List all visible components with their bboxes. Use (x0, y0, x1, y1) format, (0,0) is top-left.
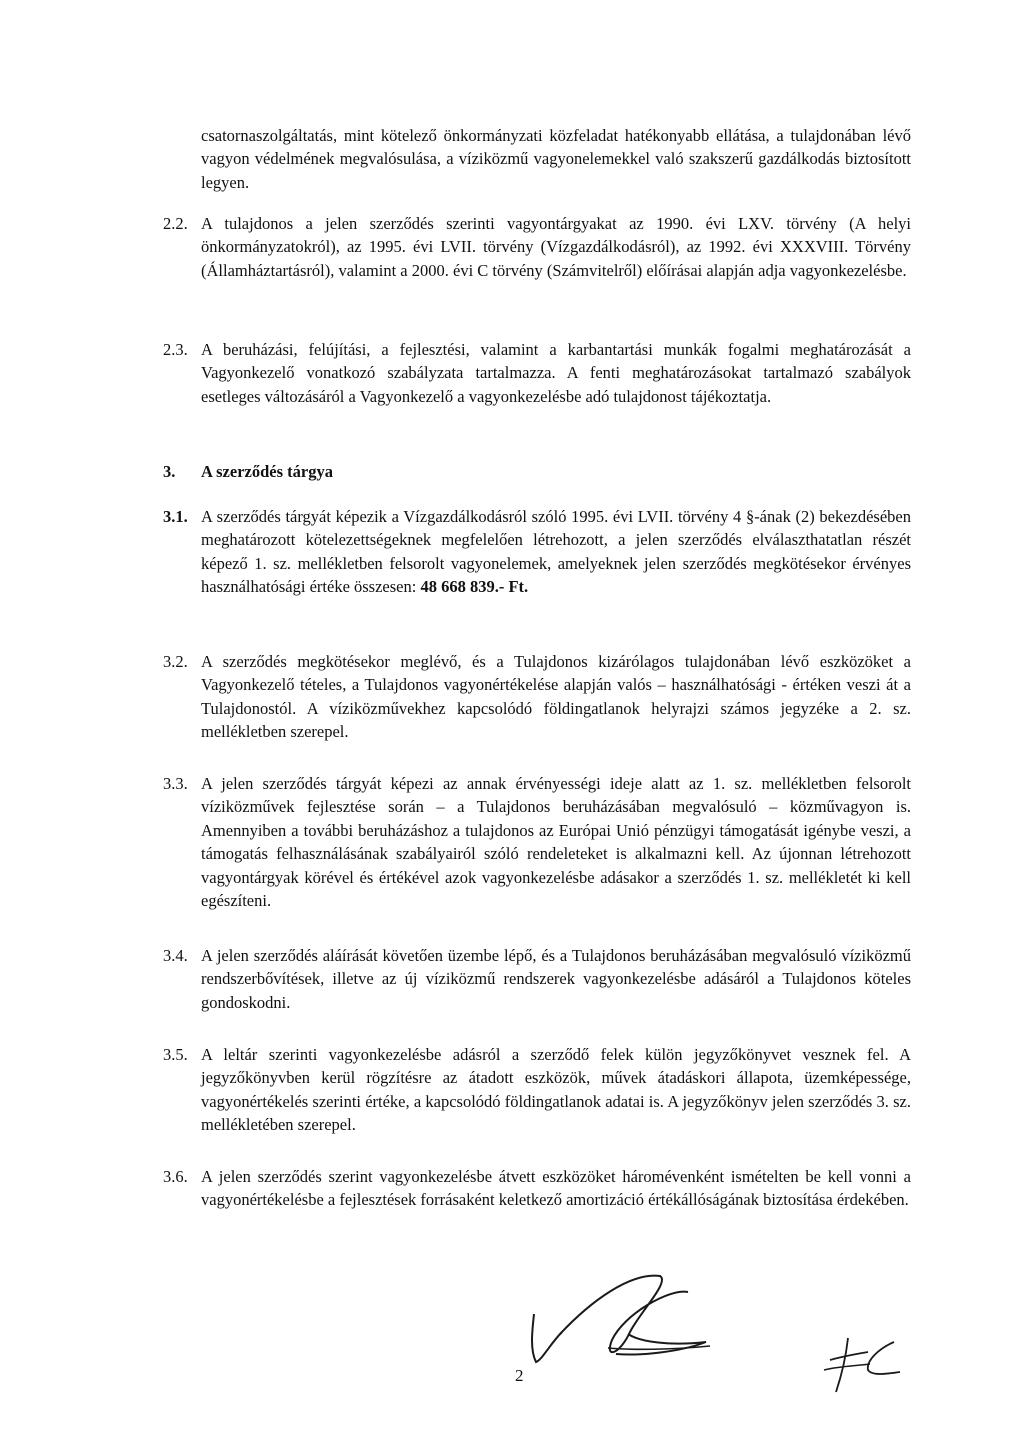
section-number: 2.3. (163, 340, 188, 359)
section-text: A tulajdonos a jelen szerződés szerinti vagyontárgyakat az 1990. évi LXV. törvény (A helyi önkormányzatokról), az 1995. évi LVII. törvény (Vízgazdálkodásról), az 1992. évi XXXVIII. Törvény (Államháztartásról), valamint a 2000. évi C törvény (Számvitelről) előírásai alapján adja vagyonkezelésbe. (201, 214, 911, 280)
section-text: A beruházási, felújítási, a fejlesztési, valamint a karbantartási munkák fogalmi meghatározását a Vagyonkezelő vonatkozó szabályzata tartalmazza. A fenti meghatározásokat tartalmazó szabályok esetleges változásáról a Vagyonkezelő a vagyonkezelésbe adó tulajdonost tájékoztatja. (201, 340, 911, 406)
section-text-body: A szerződés tárgyát képezik a Vízgazdálkodásról szóló 1995. évi LVII. törvény 4 §-ának (2) bekezdésében meghatározott kötelezettségeknek megfelelően létrehozott, a jelen szerződés elválaszthatatlan részét képező 1. sz. mellékletben felsorolt vagyonelemek, amelyeknek jelen szerződés megkötésekor érvényes használhatósági értéke összesen: (201, 507, 911, 597)
initials-signature (810, 1330, 910, 1400)
page-number: 2 (515, 1366, 524, 1385)
section-number: 3.1. (163, 507, 188, 526)
handwritten-signature (520, 1262, 720, 1382)
section-number: 3.6. (163, 1167, 188, 1186)
section-number: 3.2. (163, 652, 188, 671)
section-text (201, 505, 911, 599)
section-text: A szerződés megkötésekor meglévő, és a Tulajdonos kizárólagos tulajdonában lévő eszközöket a Vagyonkezelő tételes, a Tulajdonos vagyonértékelése alapján valós – használhatósági - értéken veszi át a Tulajdonostól. A víziközművekhez kapcsolódó földingatlanok helyrajzi számos jegyzéke a 2. sz. mellékletben szerepel. (201, 652, 911, 742)
heading-number: 3. (163, 462, 176, 481)
section-text: A jelen szerződés tárgyát képezi az annak érvényességi ideje alatt az 1. sz. mellékletben felsorolt víziközművek fejlesztése során – a Tulajdonos beruházásában megvalósuló – közművagyon is. Amennyiben a további beruházáshoz a tulajdonos az Európai Unió pénzügyi támogatását igénybe veszi, a támogatás felhasználásának szabályairól szóló rendeleteket is alkalmazni kell. Az újonnan létrehozott vagyontárgyak körével és értékével azok vagyonkezelésbe adásakor a szerződés 1. sz. mellékletét ki kell egészíteni. (201, 774, 911, 911)
section-number: 3.3. (163, 774, 188, 793)
heading-title: A szerződés tárgya (201, 462, 333, 481)
section-text: A jelen szerződés aláírását követően üzembe lépő, és a Tulajdonos beruházásában megvalósuló víziközmű rendszerbővítések, illetve az új víziközmű rendszerek vagyonkezelésbe adásáról a Tulajdonos köteles gondoskodni. (201, 946, 911, 1012)
section-text: A jelen szerződés szerint vagyonkezelésbe átvett eszközöket háromévenként ismételten be kell vonni a vagyonértékelésbe a fejlesztések forrásaként keletkező amortizáció értékállóságának biztosítása érdekében. (201, 1167, 911, 1210)
section-number: 2.2. (163, 214, 188, 233)
section-number: 3.5. (163, 1045, 188, 1064)
intro-paragraph: csatornaszolgáltatás, mint kötelező önkormányzati közfeladat hatékonyabb ellátása, a tulajdonában lévő vagyon védelmének megvalósulása, a víziközmű vagyonelemekkel való szakszerű gazdálkodás biztosított legyen. (201, 126, 911, 192)
value-amount: 48 668 839.- Ft. (420, 577, 529, 597)
section-text: A leltár szerinti vagyonkezelésbe adásról a szerződő felek külön jegyzőkönyvet vesznek fel. A jegyzőkönyvben kerül rögzítésre az átadott eszközök, művek átadáskori állapota, üzemképessége, vagyonértékelés szerinti értéke, a kapcsolódó földingatlanok adatai is. A jegyzőkönyv jelen szerződés 3. sz. mellékletében szerepel. (201, 1045, 911, 1135)
section-number: 3.4. (163, 946, 188, 965)
